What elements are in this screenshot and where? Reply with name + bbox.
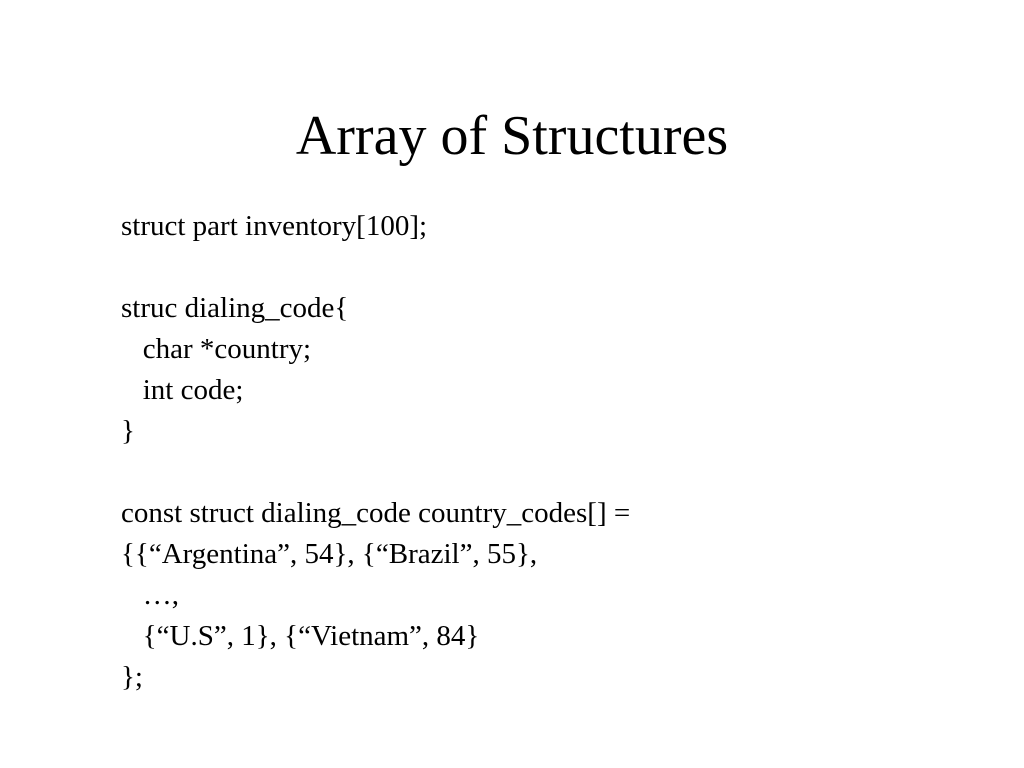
- code-line: int code;: [121, 374, 244, 406]
- code-line: char *country;: [121, 333, 312, 365]
- slide-title: Array of Structures: [295, 105, 729, 167]
- code-line: …,: [121, 579, 179, 611]
- code-line: struct part inventory[100];: [121, 210, 428, 242]
- code-body: [121, 206, 981, 698]
- blank-line: [121, 247, 981, 288]
- code-line: }: [121, 415, 135, 447]
- code-line: {{“Argentina”, 54}, {“Brazil”, 55},: [121, 538, 538, 570]
- blank-line: [121, 452, 981, 493]
- code-line: const struct dialing_code country_codes[] =: [121, 497, 631, 529]
- code-line: };: [121, 661, 143, 693]
- code-line: {“U.S”, 1}, {“Vietnam”, 84}: [121, 620, 480, 652]
- code-line: struc dialing_code{: [121, 292, 349, 324]
